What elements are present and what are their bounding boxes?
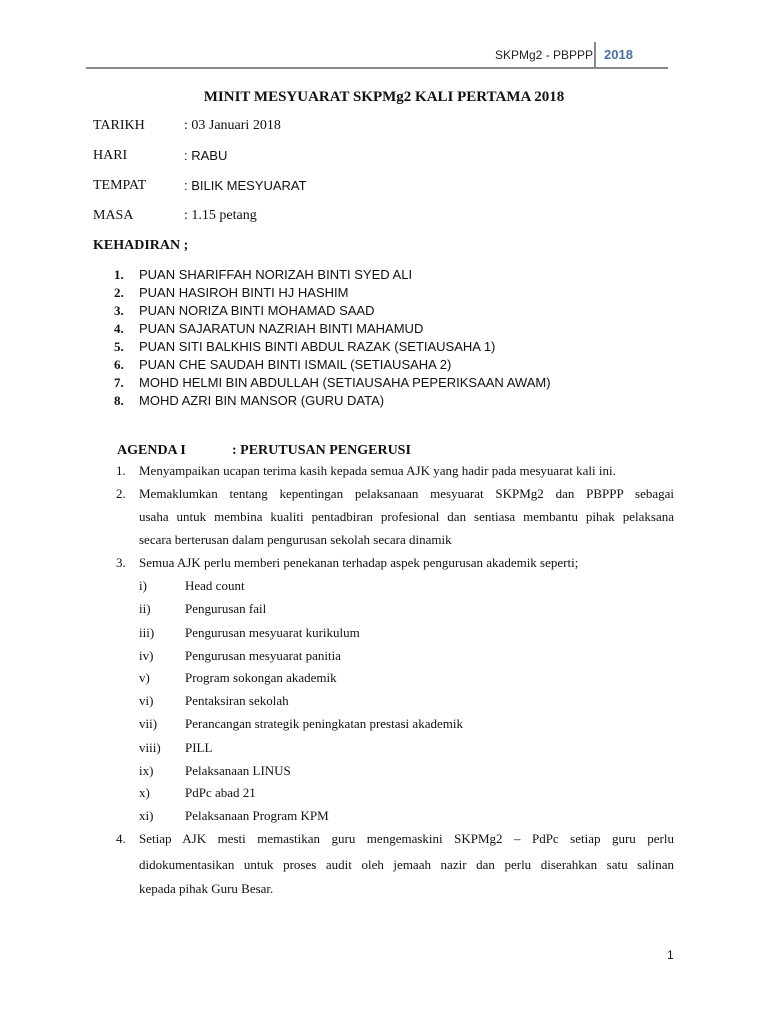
attendee-number: 8. xyxy=(114,393,124,408)
attendee-number: 7. xyxy=(114,375,124,390)
meta-label-tempat: TEMPAT xyxy=(93,178,147,193)
sub-item-numeral: xi) xyxy=(139,808,154,823)
sub-item-numeral: x) xyxy=(139,785,150,800)
attendee-name: PUAN SHARIFFAH NORIZAH BINTI SYED ALI xyxy=(139,267,413,282)
sub-item-numeral: i) xyxy=(139,578,147,593)
attendee-name: PUAN CHE SAUDAH BINTI ISMAIL (SETIAUSAHA 2) xyxy=(139,357,452,372)
point-text-line: Semua AJK perlu memberi penekanan terhadap aspek pengurusan akademik seperti; xyxy=(139,555,579,570)
meta-label-hari: HARI xyxy=(93,148,128,163)
header-divider xyxy=(594,42,596,68)
attendee-number: 5. xyxy=(114,339,124,354)
sub-item-text: PILL xyxy=(185,740,213,755)
attendee-number: 1. xyxy=(114,267,124,282)
sub-item-numeral: vi) xyxy=(139,693,154,708)
meta-value-tempat: : BILIK MESYUARAT xyxy=(184,178,307,193)
point-text-line: usaha untuk membina kualiti pentadbiran profesional dan sentiasa membantu pihak pelaksana xyxy=(139,509,674,524)
running-header-year: 2018 xyxy=(604,47,633,62)
attendee-number: 2. xyxy=(114,285,124,300)
attendee-name: MOHD AZRI BIN MANSOR (GURU DATA) xyxy=(139,393,385,408)
attendee-name: PUAN SITI BALKHIS BINTI ABDUL RAZAK (SETIAUSAHA 1) xyxy=(139,339,496,354)
point-text-line: Setiap AJK mesti memastikan guru mengemaskini SKPMg2 – PdPc setiap guru perlu xyxy=(139,831,674,846)
attendee-name: PUAN NORIZA BINTI MOHAMAD SAAD xyxy=(139,303,375,318)
sub-item-numeral: iv) xyxy=(139,648,154,663)
point-number: 2. xyxy=(116,486,126,501)
sub-item-numeral: iii) xyxy=(139,625,155,640)
document-title: MINIT MESYUARAT SKPMg2 KALI PERTAMA 2018 xyxy=(203,89,565,105)
attendance-heading: KEHADIRAN ; xyxy=(93,238,189,253)
point-number: 1. xyxy=(116,463,126,478)
header-rule xyxy=(86,67,668,69)
page-number: 1 xyxy=(667,948,674,962)
sub-item-text: Pentaksiran sekolah xyxy=(185,693,289,708)
sub-item-text: Perancangan strategik peningkatan prestasi akademik xyxy=(185,716,463,731)
point-text-line: kepada pihak Guru Besar. xyxy=(139,881,274,896)
sub-item-text: Pengurusan mesyuarat kurikulum xyxy=(185,625,360,640)
sub-item-text: Pelaksanaan LINUS xyxy=(185,763,291,778)
sub-item-text: Program sokongan akademik xyxy=(185,670,337,685)
attendee-name: PUAN SAJARATUN NAZRIAH BINTI MAHAMUD xyxy=(139,321,424,336)
sub-item-numeral: ix) xyxy=(139,763,154,778)
point-text-line: Menyampaikan ucapan terima kasih kepada semua AJK yang hadir pada mesyuarat kali ini. xyxy=(139,463,616,478)
attendee-name: MOHD HELMI BIN ABDULLAH (SETIAUSAHA PEPERIKSAAN AWAM) xyxy=(139,375,551,390)
meta-value-tarikh: : 03 Januari 2018 xyxy=(184,118,281,133)
point-number: 4. xyxy=(116,831,126,846)
sub-item-text: PdPc abad 21 xyxy=(185,785,256,800)
meta-value-hari: : RABU xyxy=(184,148,228,163)
agenda-title: : PERUTUSAN PENGERUSI xyxy=(232,443,411,458)
point-text-line: didokumentasikan untuk proses audit oleh jemaah nazir dan perlu diserahkan satu salinan xyxy=(139,857,674,872)
meta-label-tarikh: TARIKH xyxy=(93,118,145,133)
sub-item-text: Pengurusan fail xyxy=(185,601,267,616)
sub-item-numeral: ii) xyxy=(139,601,151,616)
sub-item-numeral: vii) xyxy=(139,716,158,731)
point-text-line: Memaklumkan tentang kepentingan pelaksanaan mesyuarat SKPMg2 dan PBPPP sebagai xyxy=(139,486,674,501)
sub-item-numeral: viii) xyxy=(139,740,161,755)
attendee-number: 4. xyxy=(114,321,124,336)
sub-item-text: Head count xyxy=(185,578,245,593)
attendee-number: 3. xyxy=(114,303,124,318)
sub-item-text: Pengurusan mesyuarat panitia xyxy=(185,648,341,663)
running-header-title: SKPMg2 - PBPPP xyxy=(495,48,594,62)
point-number: 3. xyxy=(116,555,126,570)
meta-label-masa: MASA xyxy=(93,208,134,223)
attendee-name: PUAN HASIROH BINTI HJ HASHIM xyxy=(139,285,349,300)
agenda-label: AGENDA I xyxy=(117,443,186,458)
sub-item-numeral: v) xyxy=(139,670,150,685)
point-text-line: secara berterusan dalam pengurusan sekolah secara dinamik xyxy=(139,532,452,547)
meta-value-masa: : 1.15 petang xyxy=(184,208,257,223)
sub-item-text: Pelaksanaan Program KPM xyxy=(185,808,329,823)
attendee-number: 6. xyxy=(114,357,124,372)
